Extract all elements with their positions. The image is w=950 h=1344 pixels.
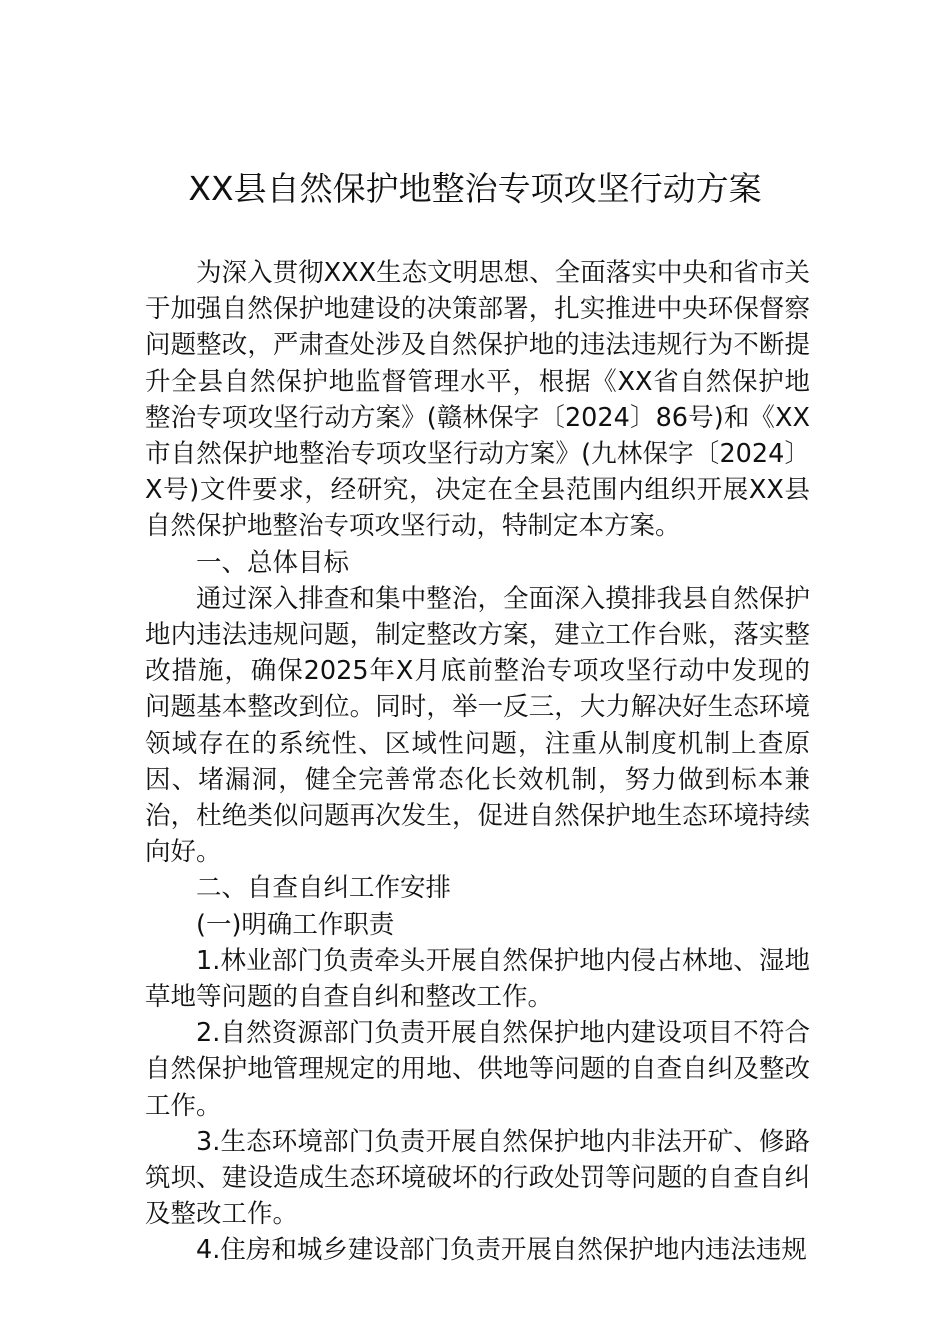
- subheading-duties: (一)明确工作职责: [196, 909, 395, 940]
- paragraph-overall-goal: 通过深入排查和集中整治，全面深入摸排我县自然保护地内违法违规问题，制定整改方案，建立工作台账，落实整改措施，确保2025年X月底前整治专项攻坚行动中发现的问题基本整改到位。同时，举一反三，大力解决好生态环境领域存在的系统性、区域性问题，注重从制度机制上查原因、堵漏洞，健全完善常态化长效机制，努力做到标本兼治，杜绝类似问题再次发生，促进自然保护地生态环境持续向好。: [145, 583, 810, 868]
- paragraph-intro: 为深入贯彻XXX生态文明思想、全面落实中央和省市关于加强自然保护地建设的决策部署，扎实推进中央环保督察问题整改，严肃查处涉及自然保护地的违法违规行为不断提升全县自然保护地监督管理水平，根据《XX省自然保护地整治专项攻坚行动方案》(赣林保字〔2024〕86号)和《XX市自然保护地整治专项攻坚行动方案》(九林保字〔2024〕X号)文件要求，经研究，决定在全县范围内组织开展XX县自然保护地整治专项攻坚行动，特制定本方案。: [145, 258, 810, 542]
- document-title: XX县自然保护地整治专项攻坚行动方案: [188, 169, 762, 208]
- item-natural-resources-dept: 2.自然资源部门负责开展自然保护地内建设项目不符合自然保护地管理规定的用地、供地等问题的自查自纠及整改工作。: [145, 1018, 810, 1121]
- item-forestry-dept: 1.林业部门负责牵头开展自然保护地内侵占林地、湿地草地等问题的自查自纠和整改工作。: [145, 945, 810, 1013]
- document-body: [145, 255, 810, 1269]
- item-ecology-environment-dept: 3.生态环境部门负责开展自然保护地内非法开矿、修路筑坝、建设造成生态环境破坏的行政处罚等问题的自查自纠及整改工作。: [145, 1126, 810, 1230]
- item-housing-construction-dept: 4.住房和城乡建设部门负责开展自然保护地内违法违规: [196, 1235, 807, 1266]
- heading-self-inspection: 二、自查自纠工作安排: [196, 873, 452, 904]
- heading-overall-goal: 一、总体目标: [196, 547, 350, 578]
